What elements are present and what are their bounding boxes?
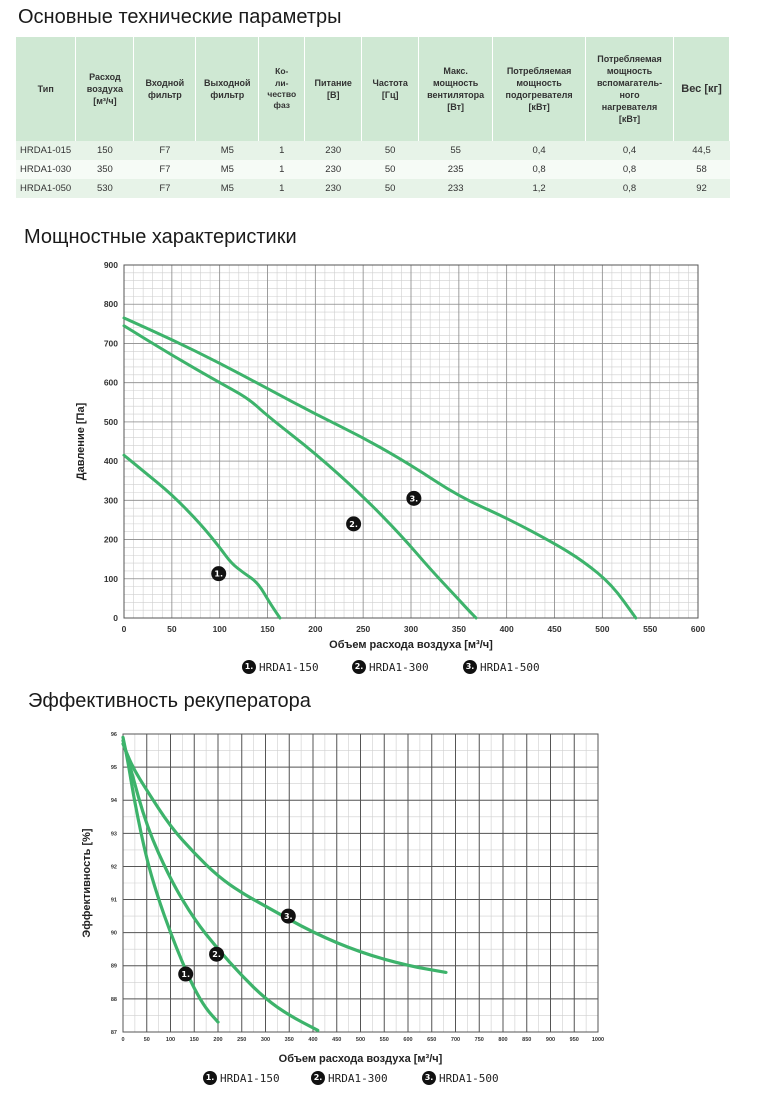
y-tick-label: 94	[110, 798, 117, 805]
table-cell: 530	[76, 179, 134, 198]
table-cell: F7	[134, 141, 196, 160]
table-cell: 50	[362, 179, 419, 198]
x-tick-label: 600	[690, 624, 706, 634]
series-marker-label: 3.	[409, 494, 419, 504]
table-cell: 0,4	[586, 141, 674, 160]
series-line-1	[124, 455, 280, 618]
legend-item-2	[352, 660, 429, 674]
y-tick-label: 100	[103, 573, 118, 584]
table-cell: 230	[305, 141, 362, 160]
table-cell: HRDA1-015	[16, 141, 76, 160]
table-cell: 92	[674, 179, 730, 198]
table-cell: 0,8	[493, 160, 586, 179]
table-cell: 0,8	[586, 160, 674, 179]
table-cell: 50	[362, 160, 419, 179]
power-chart	[0, 250, 768, 662]
y-tick-label: 200	[103, 534, 118, 545]
x-axis-label: Объем расхода воздуха [м³/ч]	[329, 639, 493, 651]
x-tick-label: 550	[379, 1037, 389, 1043]
header-weight: Вес [кг]	[674, 37, 730, 141]
chart2-title: Эффективность рекуператора	[28, 690, 311, 712]
y-axis-label: Эффективность [%]	[81, 828, 93, 938]
y-tick-label: 900	[103, 259, 118, 270]
legend-marker-1: 1.	[242, 660, 256, 674]
x-tick-label: 850	[522, 1037, 532, 1043]
x-tick-label: 100	[212, 624, 227, 634]
chart1-title: Мощностные характеристики	[24, 226, 297, 248]
y-tick-label: 90	[110, 930, 117, 937]
table-cell: M5	[196, 179, 259, 198]
y-tick-label: 0	[113, 612, 118, 623]
legend-marker-2: 2.	[311, 1071, 325, 1085]
x-tick-label: 400	[308, 1037, 318, 1043]
x-tick-label: 200	[213, 1037, 223, 1043]
header-phases: Ко- ли- чество фаз	[259, 37, 305, 141]
table-cell: 58	[674, 160, 730, 179]
table-cell: 0,4	[493, 141, 586, 160]
x-tick-label: 350	[451, 624, 466, 634]
series-marker-label: 1.	[181, 970, 191, 980]
legend-label: HRDA1-500	[439, 1071, 499, 1085]
legend-item-3	[463, 660, 540, 674]
y-tick-label: 96	[110, 731, 117, 738]
table-cell: 1	[259, 179, 305, 198]
table-cell: 230	[305, 160, 362, 179]
legend-marker-3: 3.	[422, 1071, 436, 1085]
header-power-supply: Питание [В]	[305, 37, 362, 141]
header-fan-power: Макс. мощность вентилятора [Вт]	[419, 37, 493, 141]
header-frequency: Частота [Гц]	[362, 37, 419, 141]
table-cell: 235	[419, 160, 493, 179]
header-heater-power: Потребляемая мощность подогревателя [кВт]	[493, 37, 586, 141]
header-type: Тип	[16, 37, 76, 141]
legend-label: HRDA1-500	[480, 660, 540, 674]
x-axis-label: Объем расхода воздуха [м³/ч]	[278, 1053, 443, 1065]
x-tick-label: 500	[595, 624, 610, 634]
x-tick-label: 500	[355, 1037, 366, 1043]
x-tick-label: 100	[165, 1037, 176, 1043]
x-tick-label: 250	[356, 624, 371, 634]
legend-item-1	[242, 660, 319, 674]
series-marker-label: 3.	[283, 912, 293, 922]
x-tick-label: 50	[143, 1037, 150, 1043]
header-inlet-filter: Входной фильтр	[134, 37, 196, 141]
x-tick-label: 250	[237, 1037, 247, 1043]
table-cell: M5	[196, 141, 259, 160]
table-cell: F7	[134, 160, 196, 179]
x-tick-label: 800	[498, 1037, 508, 1043]
table-cell: 50	[362, 141, 419, 160]
header-airflow: Расход воздуха [м³/ч]	[76, 37, 134, 141]
x-tick-label: 550	[643, 624, 658, 634]
y-tick-label: 500	[103, 416, 118, 427]
y-axis-label: Давление [Па]	[75, 402, 87, 481]
series-marker-label: 2.	[212, 950, 221, 960]
y-tick-label: 800	[103, 299, 118, 310]
y-tick-label: 700	[103, 338, 118, 349]
spec-title: Основные технические параметры	[18, 6, 342, 28]
x-tick-label: 650	[427, 1037, 437, 1043]
efficiency-chart	[0, 720, 768, 1070]
legend-label: HRDA1-150	[220, 1071, 280, 1085]
table-cell: 150	[76, 141, 134, 160]
series-marker-label: 1.	[214, 569, 224, 579]
series-marker-label: 2.	[349, 519, 358, 529]
y-tick-label: 87	[110, 1029, 117, 1036]
table-cell: HRDA1-030	[16, 160, 76, 179]
table-row	[16, 179, 730, 198]
y-tick-label: 92	[110, 864, 117, 871]
table-cell: 1,2	[493, 179, 586, 198]
x-tick-label: 700	[450, 1037, 461, 1043]
x-tick-label: 450	[332, 1037, 342, 1043]
x-tick-label: 950	[569, 1037, 579, 1043]
x-tick-label: 450	[547, 624, 562, 634]
table-cell: 0,8	[586, 179, 674, 198]
y-tick-label: 88	[110, 996, 117, 1003]
legend-marker-3: 3.	[463, 660, 477, 674]
legend-marker-2: 2.	[352, 660, 366, 674]
y-tick-label: 600	[103, 377, 118, 388]
table-cell: F7	[134, 179, 196, 198]
legend-label: HRDA1-300	[328, 1071, 388, 1085]
y-tick-label: 91	[110, 897, 117, 904]
legend-item-1	[203, 1071, 280, 1085]
x-tick-label: 50	[167, 624, 177, 634]
x-tick-label: 0	[121, 1037, 125, 1043]
x-tick-label: 400	[499, 624, 514, 634]
table-cell: 1	[259, 141, 305, 160]
x-tick-label: 900	[545, 1037, 556, 1043]
x-tick-label: 750	[474, 1037, 484, 1043]
x-tick-label: 150	[189, 1037, 199, 1043]
spec-table	[16, 37, 730, 198]
header-outlet-filter: Выходной фильтр	[196, 37, 259, 141]
table-row	[16, 141, 730, 160]
spec-header-row	[16, 37, 730, 141]
legend-label: HRDA1-150	[259, 660, 319, 674]
table-cell: 55	[419, 141, 493, 160]
x-tick-label: 300	[260, 1037, 271, 1043]
legend-label: HRDA1-300	[369, 660, 429, 674]
table-cell: HRDA1-050	[16, 179, 76, 198]
y-tick-label: 400	[103, 456, 118, 467]
x-tick-label: 300	[403, 624, 419, 634]
table-cell: 44,5	[674, 141, 730, 160]
y-tick-label: 89	[110, 963, 117, 970]
x-tick-label: 0	[121, 624, 127, 634]
header-aux-heater-power: Потребляемая мощность вспомагатель- ного нагревателя [кВт]	[586, 37, 674, 141]
legend-item-2	[311, 1071, 388, 1085]
series-line-2	[123, 741, 318, 1031]
x-tick-label: 350	[284, 1037, 294, 1043]
x-tick-label: 150	[260, 624, 275, 634]
legend-marker-1: 1.	[203, 1071, 217, 1085]
chart1-legend	[0, 660, 768, 676]
y-tick-label: 95	[110, 765, 117, 772]
x-tick-label: 600	[403, 1037, 413, 1043]
table-cell: 230	[305, 179, 362, 198]
x-tick-label: 200	[308, 624, 323, 634]
table-row	[16, 160, 730, 179]
table-cell: 350	[76, 160, 134, 179]
chart2-legend	[0, 1071, 768, 1087]
table-cell: 1	[259, 160, 305, 179]
y-tick-label: 93	[110, 831, 117, 838]
table-cell: M5	[196, 160, 259, 179]
x-tick-label: 1000	[591, 1037, 605, 1043]
table-cell: 233	[419, 179, 493, 198]
y-tick-label: 300	[103, 495, 118, 506]
legend-item-3	[422, 1071, 499, 1085]
